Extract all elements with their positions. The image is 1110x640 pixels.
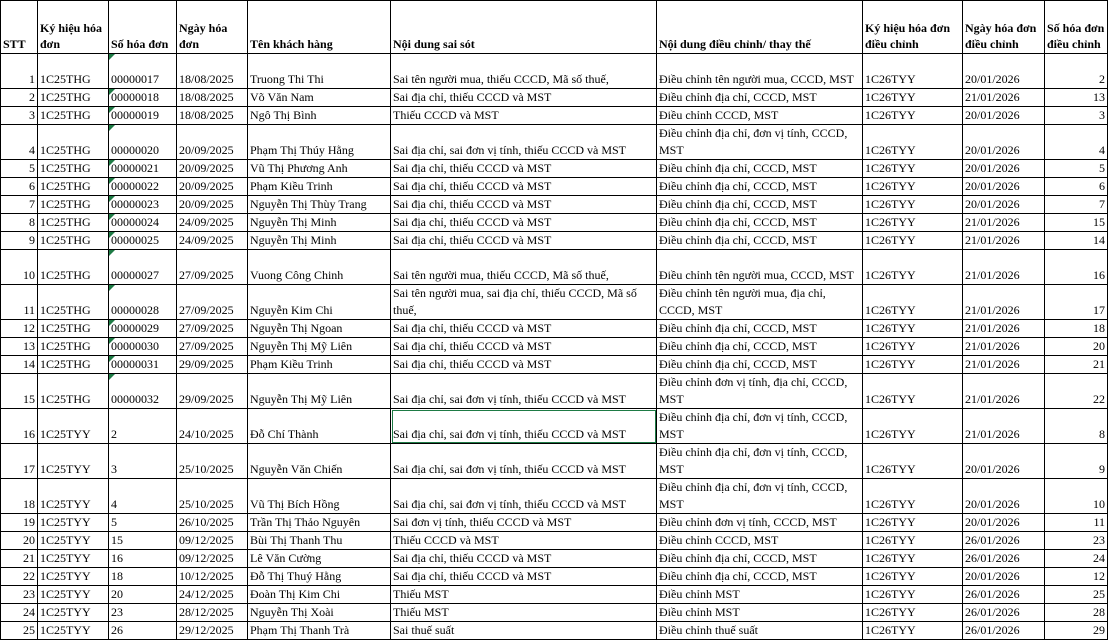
cell-stt[interactable]: 12	[1, 320, 38, 338]
cell-adjusted-invoice-symbol[interactable]: 1C26TYY	[863, 320, 963, 338]
cell-adjusted-invoice-number[interactable]: 4	[1045, 125, 1108, 160]
table-row	[1, 622, 1108, 640]
cell-customer-name[interactable]: Ngô Thị Bình	[248, 107, 391, 125]
cell-invoice-date[interactable]: 24/09/2025	[177, 232, 248, 250]
cell-invoice-number[interactable]: 15	[109, 532, 177, 550]
cell-adjustment-content[interactable]: Điều chỉnh địa chỉ, đơn vị tính, CCCD, MST	[657, 409, 863, 444]
cell-invoice-date[interactable]: 28/12/2025	[177, 604, 248, 622]
cell-invoice-date[interactable]: 24/10/2025	[177, 409, 248, 444]
cell-adjustment-content[interactable]: Điều chỉnh thuế suất	[657, 622, 863, 640]
cell-stt[interactable]: 25	[1, 622, 38, 640]
cell-invoice-number[interactable]: 23	[109, 604, 177, 622]
cell-invoice-number[interactable]: 16	[109, 550, 177, 568]
cell-customer-name[interactable]: Truong Thi Thi	[248, 54, 391, 89]
cell-adjusted-invoice-symbol[interactable]: 1C26TYY	[863, 107, 963, 125]
cell-invoice-date[interactable]: 27/09/2025	[177, 320, 248, 338]
cell-adjusted-invoice-date[interactable]: 21/01/2026	[963, 250, 1045, 285]
cell-adjusted-invoice-date[interactable]: 20/01/2026	[963, 178, 1045, 196]
cell-error-content[interactable]: Sai địa chỉ, sai đơn vị tính, thiếu CCCD và MST	[391, 444, 657, 479]
cell-adjusted-invoice-number[interactable]: 16	[1045, 250, 1108, 285]
cell-adjusted-invoice-symbol[interactable]: 1C26TYY	[863, 160, 963, 178]
cell-adjusted-invoice-symbol[interactable]: 1C26TYY	[863, 604, 963, 622]
cell-stt[interactable]: 13	[1, 338, 38, 356]
cell-customer-name[interactable]: Đoàn Thị Kim Chi	[248, 586, 391, 604]
cell-stt[interactable]: 14	[1, 356, 38, 374]
cell-invoice-number[interactable]: 00000024	[109, 214, 177, 232]
header-customer-name[interactable]: Tên khách hàng	[248, 1, 391, 54]
cell-adjusted-invoice-date[interactable]: 21/01/2026	[963, 89, 1045, 107]
cell-stt[interactable]: 9	[1, 232, 38, 250]
cell-invoice-date[interactable]: 25/10/2025	[177, 444, 248, 479]
cell-customer-name[interactable]: Nguyễn Thị Minh	[248, 214, 391, 232]
cell-adjusted-invoice-number[interactable]: 28	[1045, 604, 1108, 622]
cell-error-content[interactable]: Sai địa chỉ, sai đơn vị tính, thiếu CCCD và MST	[391, 374, 657, 409]
cell-adjusted-invoice-date[interactable]: 26/01/2026	[963, 604, 1045, 622]
cell-stt[interactable]: 2	[1, 89, 38, 107]
header-row	[1, 1, 1108, 54]
cell-stt[interactable]: 4	[1, 125, 38, 160]
cell-adjusted-invoice-date[interactable]: 20/01/2026	[963, 514, 1045, 532]
cell-invoice-symbol[interactable]: 1C25THG	[38, 356, 109, 374]
cell-adjusted-invoice-number[interactable]: 10	[1045, 479, 1108, 514]
cell-adjusted-invoice-date[interactable]: 20/01/2026	[963, 160, 1045, 178]
cell-error-content[interactable]: Sai địa chỉ, thiếu CCCD và MST	[391, 89, 657, 107]
table-row	[1, 550, 1108, 568]
cell-error-content[interactable]: Sai địa chỉ, thiếu CCCD và MST	[391, 214, 657, 232]
cell-adjusted-invoice-symbol[interactable]: 1C26TYY	[863, 196, 963, 214]
cell-adjustment-content[interactable]: Điều chỉnh địa chỉ, CCCD, MST	[657, 338, 863, 356]
cell-adjusted-invoice-number[interactable]: 6	[1045, 178, 1108, 196]
header-invoice-number[interactable]: Số hóa đơn	[109, 1, 177, 54]
cell-error-content[interactable]: Sai địa chỉ, thiếu CCCD và MST	[391, 160, 657, 178]
cell-adjusted-invoice-symbol[interactable]: 1C26TYY	[863, 409, 963, 444]
cell-error-content[interactable]: Sai địa chỉ, sai đơn vị tính, thiếu CCCD và MST	[391, 125, 657, 160]
cell-invoice-number[interactable]: 00000023	[109, 196, 177, 214]
cell-adjusted-invoice-number[interactable]: 12	[1045, 568, 1108, 586]
cell-invoice-symbol[interactable]: 1C25TYY	[38, 586, 109, 604]
cell-stt[interactable]: 24	[1, 604, 38, 622]
cell-invoice-symbol[interactable]: 1C25THG	[38, 160, 109, 178]
cell-stt[interactable]: 17	[1, 444, 38, 479]
cell-adjusted-invoice-number[interactable]: 25	[1045, 586, 1108, 604]
header-stt[interactable]: STT	[1, 1, 38, 54]
table-row	[1, 125, 1108, 160]
table-row	[1, 356, 1108, 374]
cell-invoice-number[interactable]: 00000021	[109, 160, 177, 178]
cell-customer-name[interactable]: Nguyễn Thị Minh	[248, 232, 391, 250]
cell-invoice-date[interactable]: 18/08/2025	[177, 107, 248, 125]
header-invoice-date[interactable]: Ngày hóa đơn	[177, 1, 248, 54]
cell-invoice-number[interactable]: 00000030	[109, 338, 177, 356]
cell-adjustment-content[interactable]: Điều chỉnh địa chỉ, CCCD, MST	[657, 214, 863, 232]
cell-error-content[interactable]: Sai tên người mua, sai địa chỉ, thiếu CCCD, Mã số thuế,	[391, 285, 657, 320]
cell-adjusted-invoice-symbol[interactable]: 1C26TYY	[863, 214, 963, 232]
cell-invoice-date[interactable]: 27/09/2025	[177, 250, 248, 285]
cell-adjustment-content[interactable]: Điều chỉnh MST	[657, 586, 863, 604]
cell-error-content[interactable]: Sai tên người mua, thiếu CCCD, Mã số thuế,	[391, 54, 657, 89]
cell-invoice-date[interactable]: 29/09/2025	[177, 356, 248, 374]
cell-stt[interactable]: 8	[1, 214, 38, 232]
cell-invoice-date[interactable]: 10/12/2025	[177, 568, 248, 586]
cell-adjusted-invoice-symbol[interactable]: 1C26TYY	[863, 356, 963, 374]
cell-adjusted-invoice-date[interactable]: 26/01/2026	[963, 550, 1045, 568]
cell-error-content[interactable]: Thiếu MST	[391, 604, 657, 622]
cell-invoice-symbol[interactable]: 1C25TYY	[38, 444, 109, 479]
cell-stt[interactable]: 20	[1, 532, 38, 550]
cell-adjusted-invoice-date[interactable]: 26/01/2026	[963, 622, 1045, 640]
cell-error-content[interactable]: Thiếu CCCD và MST	[391, 532, 657, 550]
cell-error-content[interactable]: Sai địa chỉ, thiếu CCCD và MST	[391, 232, 657, 250]
cell-customer-name[interactable]: Nguyễn Văn Chiến	[248, 444, 391, 479]
cell-invoice-number[interactable]: 00000031	[109, 356, 177, 374]
table-row	[1, 604, 1108, 622]
cell-invoice-symbol[interactable]: 1C25THG	[38, 107, 109, 125]
table-row	[1, 160, 1108, 178]
cell-invoice-symbol[interactable]: 1C25TYY	[38, 568, 109, 586]
table-row	[1, 89, 1108, 107]
cell-adjusted-invoice-date[interactable]: 21/01/2026	[963, 356, 1045, 374]
cell-adjusted-invoice-number[interactable]: 14	[1045, 232, 1108, 250]
table-row	[1, 479, 1108, 514]
table-row	[1, 107, 1108, 125]
cell-invoice-symbol[interactable]: 1C25THG	[38, 338, 109, 356]
cell-invoice-date[interactable]: 18/08/2025	[177, 54, 248, 89]
table-row	[1, 285, 1108, 320]
cell-error-content[interactable]: Sai tên người mua, thiếu CCCD, Mã số thuế,	[391, 250, 657, 285]
cell-adjusted-invoice-symbol[interactable]: 1C26TYY	[863, 125, 963, 160]
table-row	[1, 196, 1108, 214]
cell-adjusted-invoice-symbol[interactable]: 1C26TYY	[863, 568, 963, 586]
cell-adjusted-invoice-date[interactable]: 20/01/2026	[963, 125, 1045, 160]
cell-invoice-symbol[interactable]: 1C25TYY	[38, 622, 109, 640]
cell-error-content[interactable]: Sai địa chỉ, thiếu CCCD và MST	[391, 196, 657, 214]
cell-adjusted-invoice-date[interactable]: 20/01/2026	[963, 479, 1045, 514]
cell-invoice-symbol[interactable]: 1C25THG	[38, 250, 109, 285]
cell-adjusted-invoice-number[interactable]: 3	[1045, 107, 1108, 125]
cell-error-content[interactable]: Sai thuế suất	[391, 622, 657, 640]
cell-adjusted-invoice-number[interactable]: 15	[1045, 214, 1108, 232]
cell-error-content[interactable]: Sai địa chỉ, thiếu CCCD và MST	[391, 550, 657, 568]
cell-adjusted-invoice-number[interactable]: 24	[1045, 550, 1108, 568]
cell-invoice-date[interactable]: 25/10/2025	[177, 479, 248, 514]
cell-adjusted-invoice-symbol[interactable]: 1C26TYY	[863, 178, 963, 196]
header-invoice-symbol[interactable]: Ký hiệu hóa đơn	[38, 1, 109, 54]
cell-error-content[interactable]: Sai địa chỉ, thiếu CCCD và MST	[391, 178, 657, 196]
cell-invoice-symbol[interactable]: 1C25THG	[38, 320, 109, 338]
cell-error-content[interactable]: Thiếu MST	[391, 586, 657, 604]
cell-adjusted-invoice-symbol[interactable]: 1C26TYY	[863, 622, 963, 640]
cell-customer-name[interactable]: Lê Văn Cường	[248, 550, 391, 568]
cell-customer-name[interactable]: Phạm Thị Thanh Trà	[248, 622, 391, 640]
cell-stt[interactable]: 15	[1, 374, 38, 409]
cell-adjusted-invoice-date[interactable]: 26/01/2026	[963, 586, 1045, 604]
cell-stt[interactable]: 10	[1, 250, 38, 285]
cell-invoice-number[interactable]: 18	[109, 568, 177, 586]
cell-error-content[interactable]: Sai địa chỉ, thiếu CCCD và MST	[391, 320, 657, 338]
cell-customer-name[interactable]: Nguyễn Thị Ngoan	[248, 320, 391, 338]
cell-invoice-symbol[interactable]: 1C25TYY	[38, 550, 109, 568]
cell-adjustment-content[interactable]: Điều chỉnh địa chỉ, đơn vị tính, CCCD, MST	[657, 479, 863, 514]
cell-adjusted-invoice-symbol[interactable]: 1C26TYY	[863, 338, 963, 356]
table-row	[1, 409, 1108, 444]
cell-adjusted-invoice-symbol[interactable]: 1C26TYY	[863, 250, 963, 285]
cell-adjusted-invoice-date[interactable]: 21/01/2026	[963, 374, 1045, 409]
cell-invoice-number[interactable]: 4	[109, 479, 177, 514]
cell-customer-name[interactable]: Vũ Thị Phương Anh	[248, 160, 391, 178]
cell-invoice-date[interactable]: 24/09/2025	[177, 214, 248, 232]
header-error-content[interactable]: Nội dung sai sót	[391, 1, 657, 54]
cell-stt[interactable]: 18	[1, 479, 38, 514]
cell-adjusted-invoice-number[interactable]: 17	[1045, 285, 1108, 320]
cell-adjustment-content[interactable]: Điều chỉnh địa chỉ, CCCD, MST	[657, 550, 863, 568]
cell-invoice-number[interactable]: 2	[109, 409, 177, 444]
cell-adjusted-invoice-number[interactable]: 5	[1045, 160, 1108, 178]
cell-stt[interactable]: 11	[1, 285, 38, 320]
cell-invoice-number[interactable]: 00000019	[109, 107, 177, 125]
cell-stt[interactable]: 21	[1, 550, 38, 568]
cell-invoice-date[interactable]: 20/09/2025	[177, 160, 248, 178]
cell-invoice-number[interactable]: 00000020	[109, 125, 177, 160]
cell-invoice-number[interactable]: 5	[109, 514, 177, 532]
cell-adjusted-invoice-number[interactable]: 20	[1045, 338, 1108, 356]
cell-customer-name[interactable]: Nguyễn Thị Xoài	[248, 604, 391, 622]
cell-error-content[interactable]: Sai địa chỉ, thiếu CCCD và MST	[391, 356, 657, 374]
cell-invoice-symbol[interactable]: 1C25THG	[38, 374, 109, 409]
cell-adjusted-invoice-symbol[interactable]: 1C26TYY	[863, 89, 963, 107]
cell-invoice-date[interactable]: 27/09/2025	[177, 338, 248, 356]
cell-invoice-symbol[interactable]: 1C25THG	[38, 285, 109, 320]
cell-adjusted-invoice-symbol[interactable]: 1C26TYY	[863, 550, 963, 568]
cell-adjustment-content[interactable]: Điều chỉnh địa chỉ, CCCD, MST	[657, 196, 863, 214]
cell-invoice-symbol[interactable]: 1C25THG	[38, 89, 109, 107]
table-row	[1, 532, 1108, 550]
cell-customer-name[interactable]: Võ Văn Nam	[248, 89, 391, 107]
cell-adjusted-invoice-number[interactable]: 9	[1045, 444, 1108, 479]
cell-invoice-symbol[interactable]: 1C25TYY	[38, 532, 109, 550]
cell-adjusted-invoice-date[interactable]: 20/01/2026	[963, 568, 1045, 586]
cell-invoice-date[interactable]: 09/12/2025	[177, 532, 248, 550]
cell-adjustment-content[interactable]: Điều chỉnh CCCD, MST	[657, 107, 863, 125]
cell-customer-name[interactable]: Nguyễn Thị Mỹ Liên	[248, 338, 391, 356]
cell-customer-name[interactable]: Đỗ Chí Thành	[248, 409, 391, 444]
cell-invoice-number[interactable]: 26	[109, 622, 177, 640]
cell-invoice-symbol[interactable]: 1C25TYY	[38, 514, 109, 532]
cell-adjusted-invoice-number[interactable]: 8	[1045, 409, 1108, 444]
cell-stt[interactable]: 22	[1, 568, 38, 586]
cell-customer-name[interactable]: Trần Thị Thảo Nguyên	[248, 514, 391, 532]
cell-adjustment-content[interactable]: Điều chỉnh địa chỉ, CCCD, MST	[657, 160, 863, 178]
cell-adjusted-invoice-symbol[interactable]: 1C26TYY	[863, 479, 963, 514]
cell-invoice-date[interactable]: 29/12/2025	[177, 622, 248, 640]
cell-adjusted-invoice-date[interactable]: 21/01/2026	[963, 320, 1045, 338]
cell-invoice-number[interactable]: 00000018	[109, 89, 177, 107]
cell-error-content[interactable]: Sai địa chỉ, sai đơn vị tính, thiếu CCCD và MST	[391, 409, 657, 444]
table-row	[1, 514, 1108, 532]
cell-adjustment-content[interactable]: Điều chỉnh địa chỉ, CCCD, MST	[657, 320, 863, 338]
cell-adjusted-invoice-number[interactable]: 13	[1045, 89, 1108, 107]
cell-adjusted-invoice-date[interactable]: 21/01/2026	[963, 214, 1045, 232]
cell-adjusted-invoice-date[interactable]: 21/01/2026	[963, 409, 1045, 444]
cell-error-content[interactable]: Sai địa chỉ, thiếu CCCD và MST	[391, 338, 657, 356]
cell-invoice-number[interactable]: 00000032	[109, 374, 177, 409]
cell-adjusted-invoice-symbol[interactable]: 1C26TYY	[863, 532, 963, 550]
cell-adjusted-invoice-number[interactable]: 29	[1045, 622, 1108, 640]
cell-adjustment-content[interactable]: Điều chỉnh địa chỉ, CCCD, MST	[657, 356, 863, 374]
cell-adjustment-content[interactable]: Điều chỉnh CCCD, MST	[657, 532, 863, 550]
cell-customer-name[interactable]: Phạm Thị Thúy Hằng	[248, 125, 391, 160]
cell-invoice-date[interactable]: 09/12/2025	[177, 550, 248, 568]
cell-invoice-number[interactable]: 00000027	[109, 250, 177, 285]
table-row	[1, 374, 1108, 409]
cell-stt[interactable]: 7	[1, 196, 38, 214]
cell-invoice-date[interactable]: 20/09/2025	[177, 196, 248, 214]
cell-stt[interactable]: 16	[1, 409, 38, 444]
cell-customer-name[interactable]: Nguyễn Thị Mỹ Liên	[248, 374, 391, 409]
table-row	[1, 320, 1108, 338]
cell-adjustment-content[interactable]: Điều chỉnh địa chỉ, đơn vị tính, CCCD, MST	[657, 125, 863, 160]
cell-error-content[interactable]: Sai địa chỉ, thiếu CCCD và MST	[391, 568, 657, 586]
cell-stt[interactable]: 19	[1, 514, 38, 532]
cell-invoice-number[interactable]: 00000025	[109, 232, 177, 250]
table-row	[1, 178, 1108, 196]
table-row	[1, 214, 1108, 232]
cell-adjusted-invoice-symbol[interactable]: 1C26TYY	[863, 514, 963, 532]
cell-invoice-date[interactable]: 20/09/2025	[177, 178, 248, 196]
cell-adjusted-invoice-symbol[interactable]: 1C26TYY	[863, 374, 963, 409]
cell-customer-name[interactable]: Phạm Kiều Trinh	[248, 356, 391, 374]
cell-invoice-number[interactable]: 20	[109, 586, 177, 604]
cell-customer-name[interactable]: Đỗ Thị Thuý Hằng	[248, 568, 391, 586]
cell-adjusted-invoice-number[interactable]: 18	[1045, 320, 1108, 338]
cell-invoice-date[interactable]: 18/08/2025	[177, 89, 248, 107]
cell-invoice-symbol[interactable]: 1C25THG	[38, 54, 109, 89]
cell-adjustment-content[interactable]: Điều chỉnh địa chỉ, CCCD, MST	[657, 232, 863, 250]
header-adjusted-invoice-date[interactable]: Ngày hóa đơn điều chỉnh	[963, 1, 1045, 54]
cell-customer-name[interactable]: Phạm Kiều Trinh	[248, 178, 391, 196]
cell-invoice-number[interactable]: 00000028	[109, 285, 177, 320]
cell-error-content[interactable]: Thiếu CCCD và MST	[391, 107, 657, 125]
table-row	[1, 586, 1108, 604]
cell-adjusted-invoice-date[interactable]: 21/01/2026	[963, 338, 1045, 356]
cell-invoice-symbol[interactable]: 1C25TYY	[38, 409, 109, 444]
cell-invoice-symbol[interactable]: 1C25THG	[38, 125, 109, 160]
cell-adjusted-invoice-date[interactable]: 20/01/2026	[963, 107, 1045, 125]
cell-stt[interactable]: 1	[1, 54, 38, 89]
cell-adjustment-content[interactable]: Điều chỉnh MST	[657, 604, 863, 622]
cell-invoice-symbol[interactable]: 1C25THG	[38, 196, 109, 214]
cell-adjusted-invoice-symbol[interactable]: 1C26TYY	[863, 285, 963, 320]
cell-adjusted-invoice-number[interactable]: 22	[1045, 374, 1108, 409]
header-adjusted-invoice-symbol[interactable]: Ký hiệu hóa đơn điều chỉnh	[863, 1, 963, 54]
cell-invoice-symbol[interactable]: 1C25THG	[38, 178, 109, 196]
cell-invoice-date[interactable]: 20/09/2025	[177, 125, 248, 160]
table-row	[1, 250, 1108, 285]
cell-adjusted-invoice-date[interactable]: 21/01/2026	[963, 232, 1045, 250]
header-adjusted-invoice-number[interactable]: Số hóa đơn điều chỉnh	[1045, 1, 1108, 54]
cell-customer-name[interactable]: Nguyễn Thị Thùy Trang	[248, 196, 391, 214]
cell-adjusted-invoice-date[interactable]: 20/01/2026	[963, 196, 1045, 214]
cell-invoice-date[interactable]: 29/09/2025	[177, 374, 248, 409]
cell-adjustment-content[interactable]: Điều chỉnh địa chỉ, đơn vị tính, CCCD, MST	[657, 444, 863, 479]
cell-adjusted-invoice-number[interactable]: 7	[1045, 196, 1108, 214]
cell-invoice-number[interactable]: 3	[109, 444, 177, 479]
cell-adjusted-invoice-number[interactable]: 23	[1045, 532, 1108, 550]
cell-stt[interactable]: 5	[1, 160, 38, 178]
cell-adjustment-content[interactable]: Điều chỉnh địa chỉ, CCCD, MST	[657, 178, 863, 196]
table-row	[1, 338, 1108, 356]
cell-invoice-date[interactable]: 27/09/2025	[177, 285, 248, 320]
cell-adjustment-content[interactable]: Điều chỉnh đơn vị tính, địa chỉ, CCCD, MST	[657, 374, 863, 409]
cell-adjusted-invoice-date[interactable]: 21/01/2026	[963, 285, 1045, 320]
cell-adjustment-content[interactable]: Điều chỉnh đơn vị tính, CCCD, MST	[657, 514, 863, 532]
cell-invoice-number[interactable]: 00000022	[109, 178, 177, 196]
cell-invoice-number[interactable]: 00000029	[109, 320, 177, 338]
cell-invoice-symbol[interactable]: 1C25TYY	[38, 479, 109, 514]
table-row	[1, 232, 1108, 250]
cell-adjustment-content[interactable]: Điều chỉnh địa chỉ, CCCD, MST	[657, 568, 863, 586]
cell-adjusted-invoice-date[interactable]: 20/01/2026	[963, 54, 1045, 89]
cell-adjusted-invoice-number[interactable]: 21	[1045, 356, 1108, 374]
cell-invoice-date[interactable]: 26/10/2025	[177, 514, 248, 532]
cell-adjustment-content[interactable]: Điều chỉnh địa chỉ, CCCD, MST	[657, 89, 863, 107]
cell-adjusted-invoice-symbol[interactable]: 1C26TYY	[863, 54, 963, 89]
cell-adjusted-invoice-date[interactable]: 26/01/2026	[963, 532, 1045, 550]
cell-invoice-symbol[interactable]: 1C25TYY	[38, 604, 109, 622]
cell-invoice-number[interactable]: 00000017	[109, 54, 177, 89]
cell-adjusted-invoice-number[interactable]: 2	[1045, 54, 1108, 89]
cell-stt[interactable]: 23	[1, 586, 38, 604]
cell-adjustment-content[interactable]: Điều chỉnh tên người mua, địa chỉ, CCCD, MST	[657, 285, 863, 320]
cell-invoice-symbol[interactable]: 1C25THG	[38, 232, 109, 250]
cell-adjustment-content[interactable]: Điều chỉnh tên người mua, CCCD, MST	[657, 250, 863, 285]
cell-adjustment-content[interactable]: Điều chỉnh tên người mua, CCCD, MST	[657, 54, 863, 89]
cell-error-content[interactable]: Sai địa chỉ, sai đơn vị tính, thiếu CCCD và MST	[391, 479, 657, 514]
cell-adjusted-invoice-symbol[interactable]: 1C26TYY	[863, 586, 963, 604]
header-adjustment-content[interactable]: Nội dung điều chỉnh/ thay thế	[657, 1, 863, 54]
cell-customer-name[interactable]: Vũ Thị Bích Hồng	[248, 479, 391, 514]
cell-stt[interactable]: 3	[1, 107, 38, 125]
table-row	[1, 568, 1108, 586]
cell-adjusted-invoice-number[interactable]: 11	[1045, 514, 1108, 532]
cell-adjusted-invoice-date[interactable]: 20/01/2026	[963, 444, 1045, 479]
cell-customer-name[interactable]: Vuong Công Chinh	[248, 250, 391, 285]
cell-stt[interactable]: 6	[1, 178, 38, 196]
cell-adjusted-invoice-symbol[interactable]: 1C26TYY	[863, 444, 963, 479]
cell-customer-name[interactable]: Bùi Thị Thanh Thu	[248, 532, 391, 550]
cell-invoice-symbol[interactable]: 1C25THG	[38, 214, 109, 232]
cell-adjusted-invoice-symbol[interactable]: 1C26TYY	[863, 232, 963, 250]
cell-customer-name[interactable]: Nguyễn Kim Chi	[248, 285, 391, 320]
table-row	[1, 444, 1108, 479]
table-row	[1, 54, 1108, 89]
cell-error-content[interactable]: Sai đơn vị tính, thiếu CCCD và MST	[391, 514, 657, 532]
cell-invoice-date[interactable]: 24/12/2025	[177, 586, 248, 604]
